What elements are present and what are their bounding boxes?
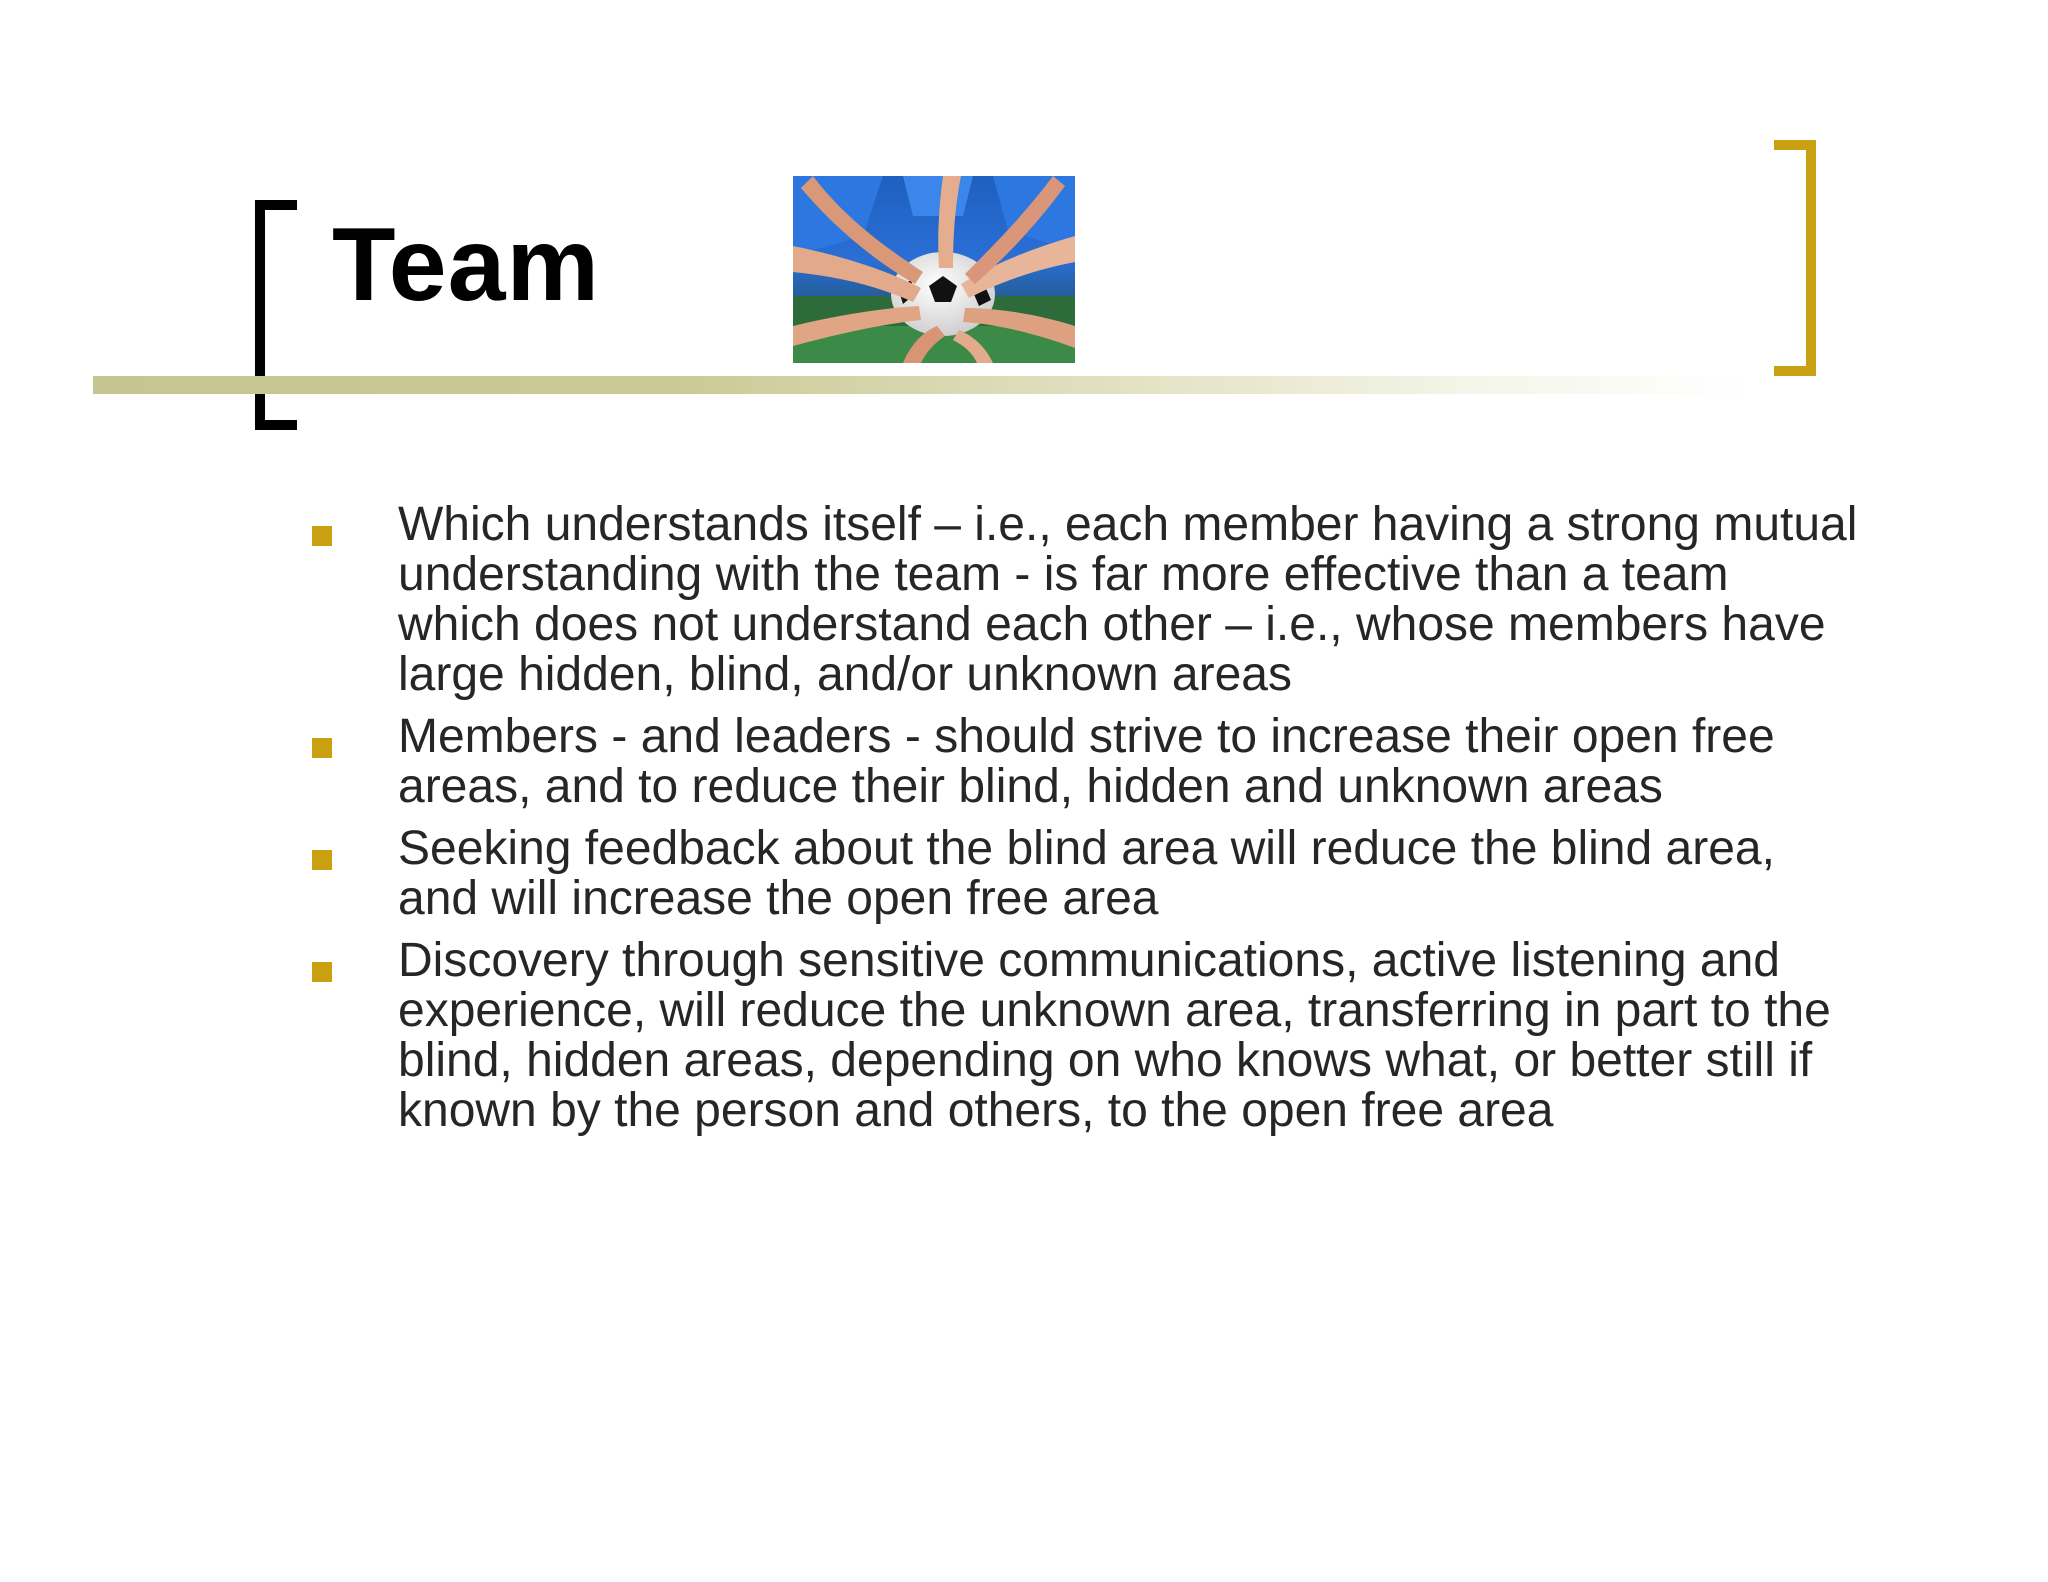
bullet-list (300, 500, 1860, 1148)
team-hands-photo-icon (793, 176, 1075, 363)
bullet-text: Members - and leaders - should strive to increase their open free areas, and to reduce their blind, hidden and unknown areas (398, 710, 1775, 813)
bullet-item (300, 936, 1860, 1136)
bullet-text: Which understands itself – i.e., each member having a strong mutual understanding with the team - is far more effective than a team which does not understand each other – i.e., whose members have large hidden, blind, and/or unknown areas (398, 498, 1858, 701)
bullet-item (300, 712, 1860, 812)
team-photo (793, 176, 1075, 363)
square-bullet-icon (312, 850, 332, 870)
title-underline-rule (93, 376, 1753, 394)
right-bracket-decoration (1774, 140, 1816, 376)
square-bullet-icon (312, 526, 332, 546)
left-bracket-decoration (255, 200, 297, 430)
square-bullet-icon (312, 738, 332, 758)
slide-title: Team (332, 207, 600, 323)
bullet-text: Discovery through sensitive communications, active listening and experience, will reduce the unknown area, transferring in part to the blind, hidden areas, depending on who knows what, or better still if known by the person and others, to the open free area (398, 934, 1831, 1137)
bullet-text: Seeking feedback about the blind area will reduce the blind area, and will increase the open free area (398, 822, 1775, 925)
bullet-item (300, 824, 1860, 924)
square-bullet-icon (312, 962, 332, 982)
bullet-item (300, 500, 1860, 700)
